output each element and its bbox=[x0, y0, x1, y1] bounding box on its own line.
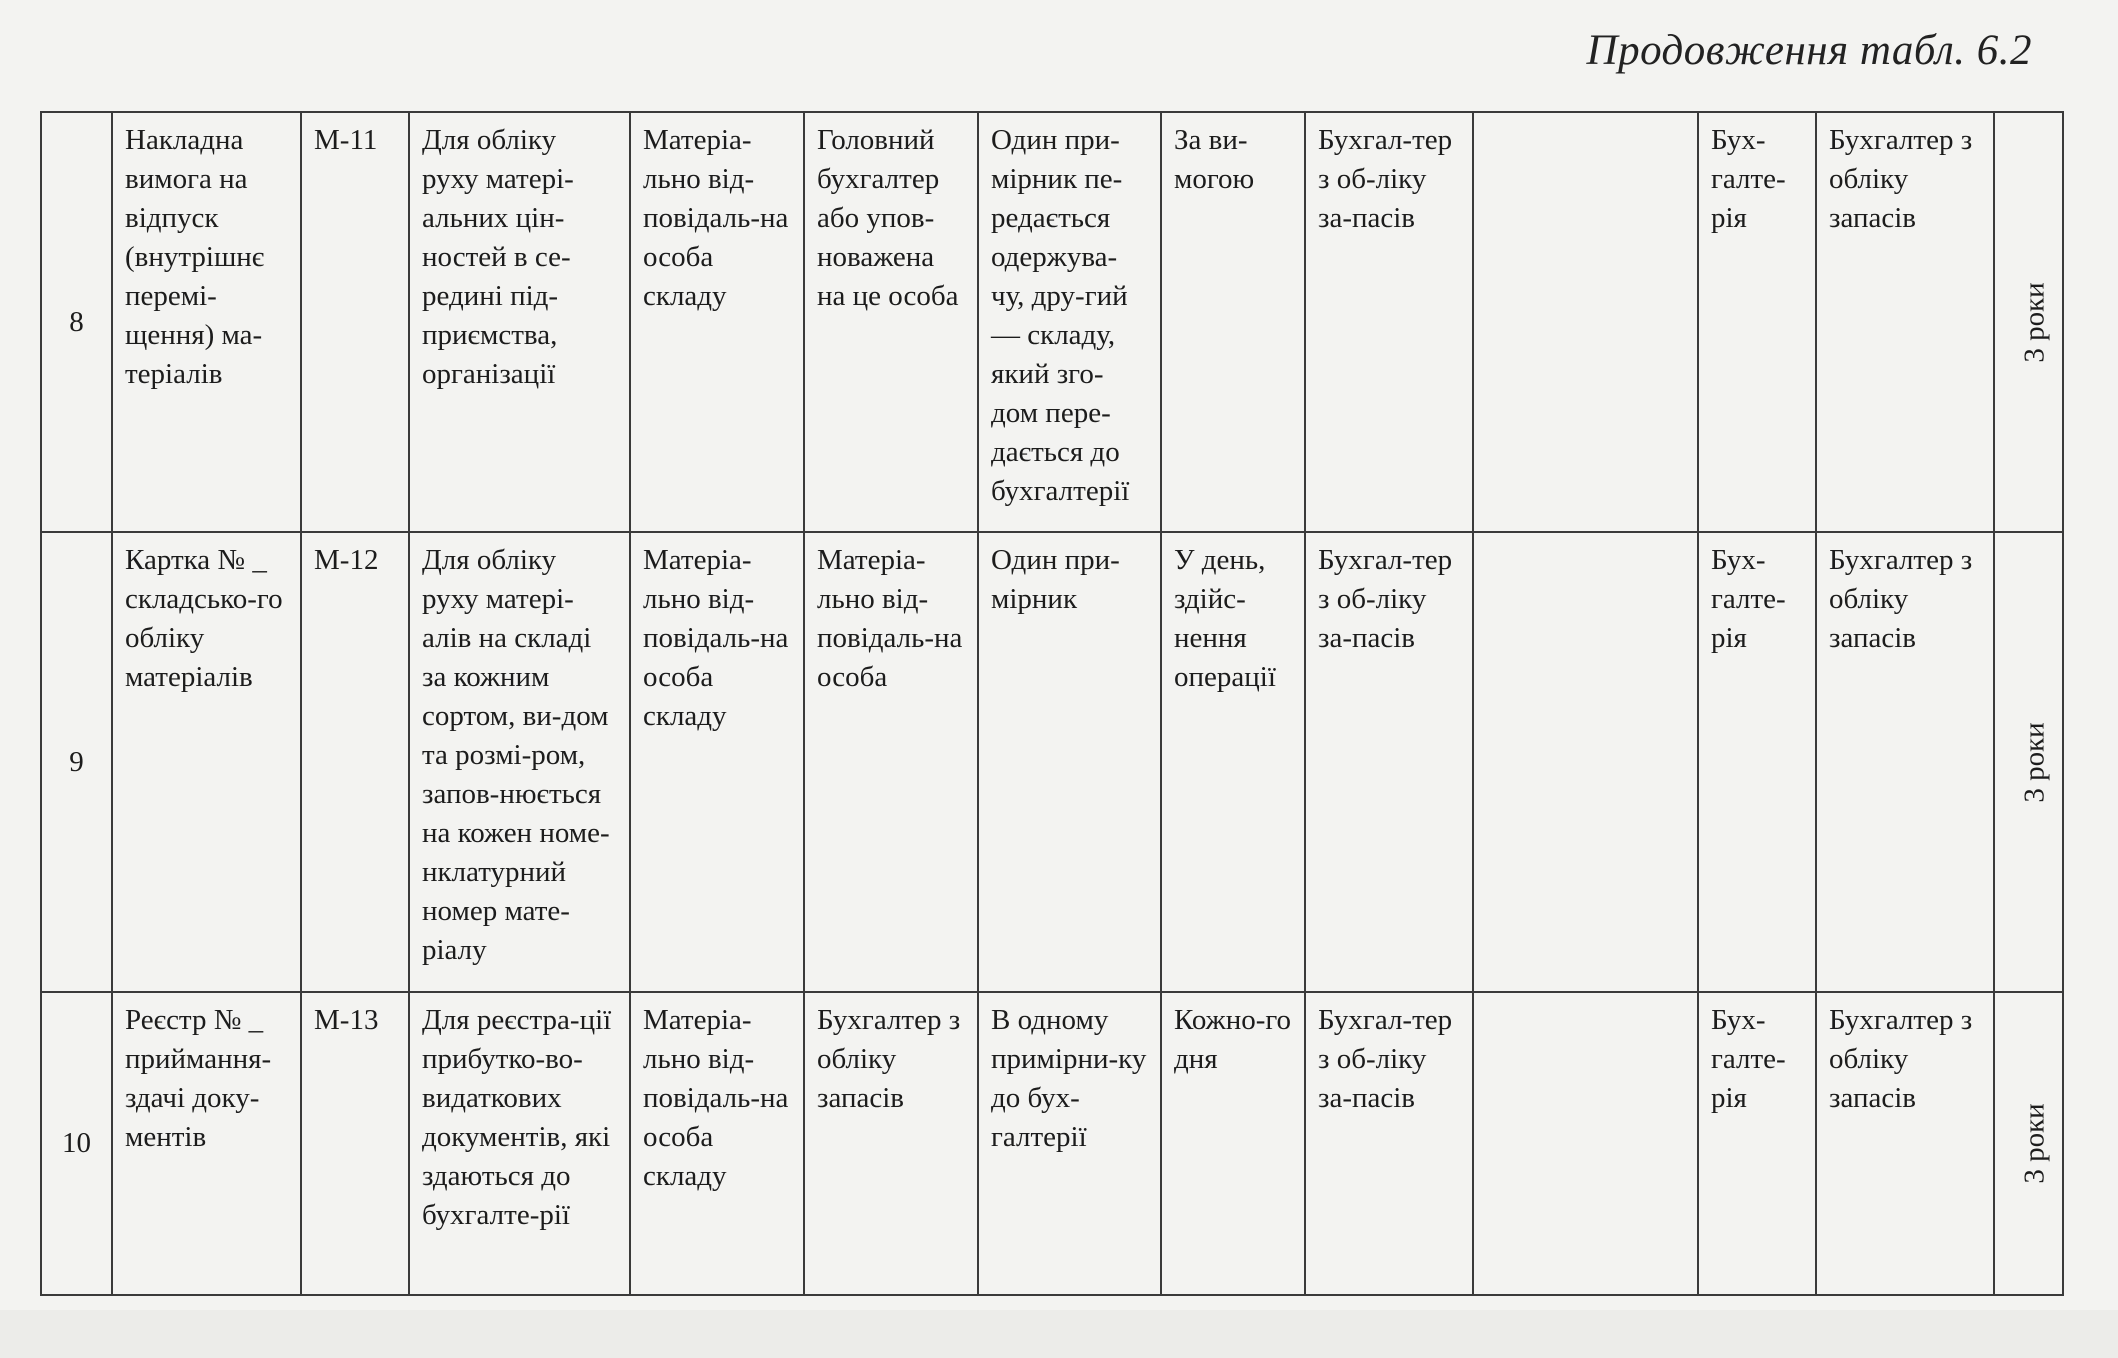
document-name: Реєстр № _ приймання-здачі доку-ментів bbox=[112, 992, 301, 1295]
copies-info: Один при-мірник пе-редається одержува-чу, дру-гий — складу, який зго-дом пере-дається до бухгалтерії bbox=[978, 112, 1161, 532]
frequency: За ви-могою bbox=[1161, 112, 1305, 532]
compiler: Матеріа-льно від-повідаль-на особа складу bbox=[630, 992, 804, 1295]
storage-term: 3 роки bbox=[2018, 281, 2051, 363]
storage-term: 3 роки bbox=[2018, 721, 2051, 803]
table-row bbox=[41, 992, 2063, 1295]
document-name: Накладна вимога на відпуск (внутрішнє перемі-щення) ма-теріалів bbox=[112, 112, 301, 532]
form-code: М-12 bbox=[301, 532, 409, 992]
row-number: 9 bbox=[41, 532, 112, 992]
document-purpose: Для обліку руху матері-алів на складі за кожним сортом, ви-дом та розмі-ром, запов-нюється на кожен номе-нклатурний номер мате-ріалу bbox=[409, 532, 630, 992]
page-edge bbox=[0, 1310, 2118, 1358]
document-table bbox=[40, 111, 2064, 1296]
empty-cell bbox=[1473, 112, 1698, 532]
empty-cell bbox=[1473, 532, 1698, 992]
frequency: Кожно-го дня bbox=[1161, 992, 1305, 1295]
document-name: Картка № _ складсько-го обліку матеріалів bbox=[112, 532, 301, 992]
storage-department: Бух-галте-рія bbox=[1698, 112, 1816, 532]
table-row bbox=[41, 532, 2063, 992]
form-code: М-11 bbox=[301, 112, 409, 532]
storage-keeper: Бухгалтер з обліку запасів bbox=[1816, 992, 1994, 1295]
storage-department: Бух-галте-рія bbox=[1698, 532, 1816, 992]
document-purpose: Для реєстра-ції прибутко-во-видаткових документів, які здаються до бухгалте-рії bbox=[409, 992, 630, 1295]
compiler: Матеріа-льно від-повідаль-на особа складу bbox=[630, 112, 804, 532]
copies-info: В одному примірни-ку до бух-галтерії bbox=[978, 992, 1161, 1295]
processor: Бухгал-тер з об-ліку за-пасів bbox=[1305, 532, 1473, 992]
signer: Матеріа-льно від-повідаль-на особа bbox=[804, 532, 978, 992]
storage-term-cell bbox=[1994, 112, 2063, 532]
processor: Бухгал-тер з об-ліку за-пасів bbox=[1305, 112, 1473, 532]
storage-keeper: Бухгалтер з обліку запасів bbox=[1816, 112, 1994, 532]
compiler: Матеріа-льно від-повідаль-на особа складу bbox=[630, 532, 804, 992]
storage-department: Бух-галте-рія bbox=[1698, 992, 1816, 1295]
frequency: У день, здійс-нення операції bbox=[1161, 532, 1305, 992]
row-number: 8 bbox=[41, 112, 112, 532]
storage-term-cell bbox=[1994, 532, 2063, 992]
row-number: 10 bbox=[41, 992, 112, 1295]
form-code: М-13 bbox=[301, 992, 409, 1295]
document-purpose: Для обліку руху матері-альних цін-ностей в се-редині під-приємства, організації bbox=[409, 112, 630, 532]
table-caption: Продовження табл. 6.2 bbox=[1586, 27, 2032, 74]
processor: Бухгал-тер з об-ліку за-пасів bbox=[1305, 992, 1473, 1295]
signer: Головний бухгалтер або упов-новажена на це особа bbox=[804, 112, 978, 532]
signer: Бухгалтер з обліку запасів bbox=[804, 992, 978, 1295]
empty-cell bbox=[1473, 992, 1698, 1295]
storage-keeper: Бухгалтер з обліку запасів bbox=[1816, 532, 1994, 992]
storage-term-cell bbox=[1994, 992, 2063, 1295]
copies-info: Один при-мірник bbox=[978, 532, 1161, 992]
table-row bbox=[41, 112, 2063, 532]
storage-term: 3 роки bbox=[2018, 1103, 2051, 1184]
